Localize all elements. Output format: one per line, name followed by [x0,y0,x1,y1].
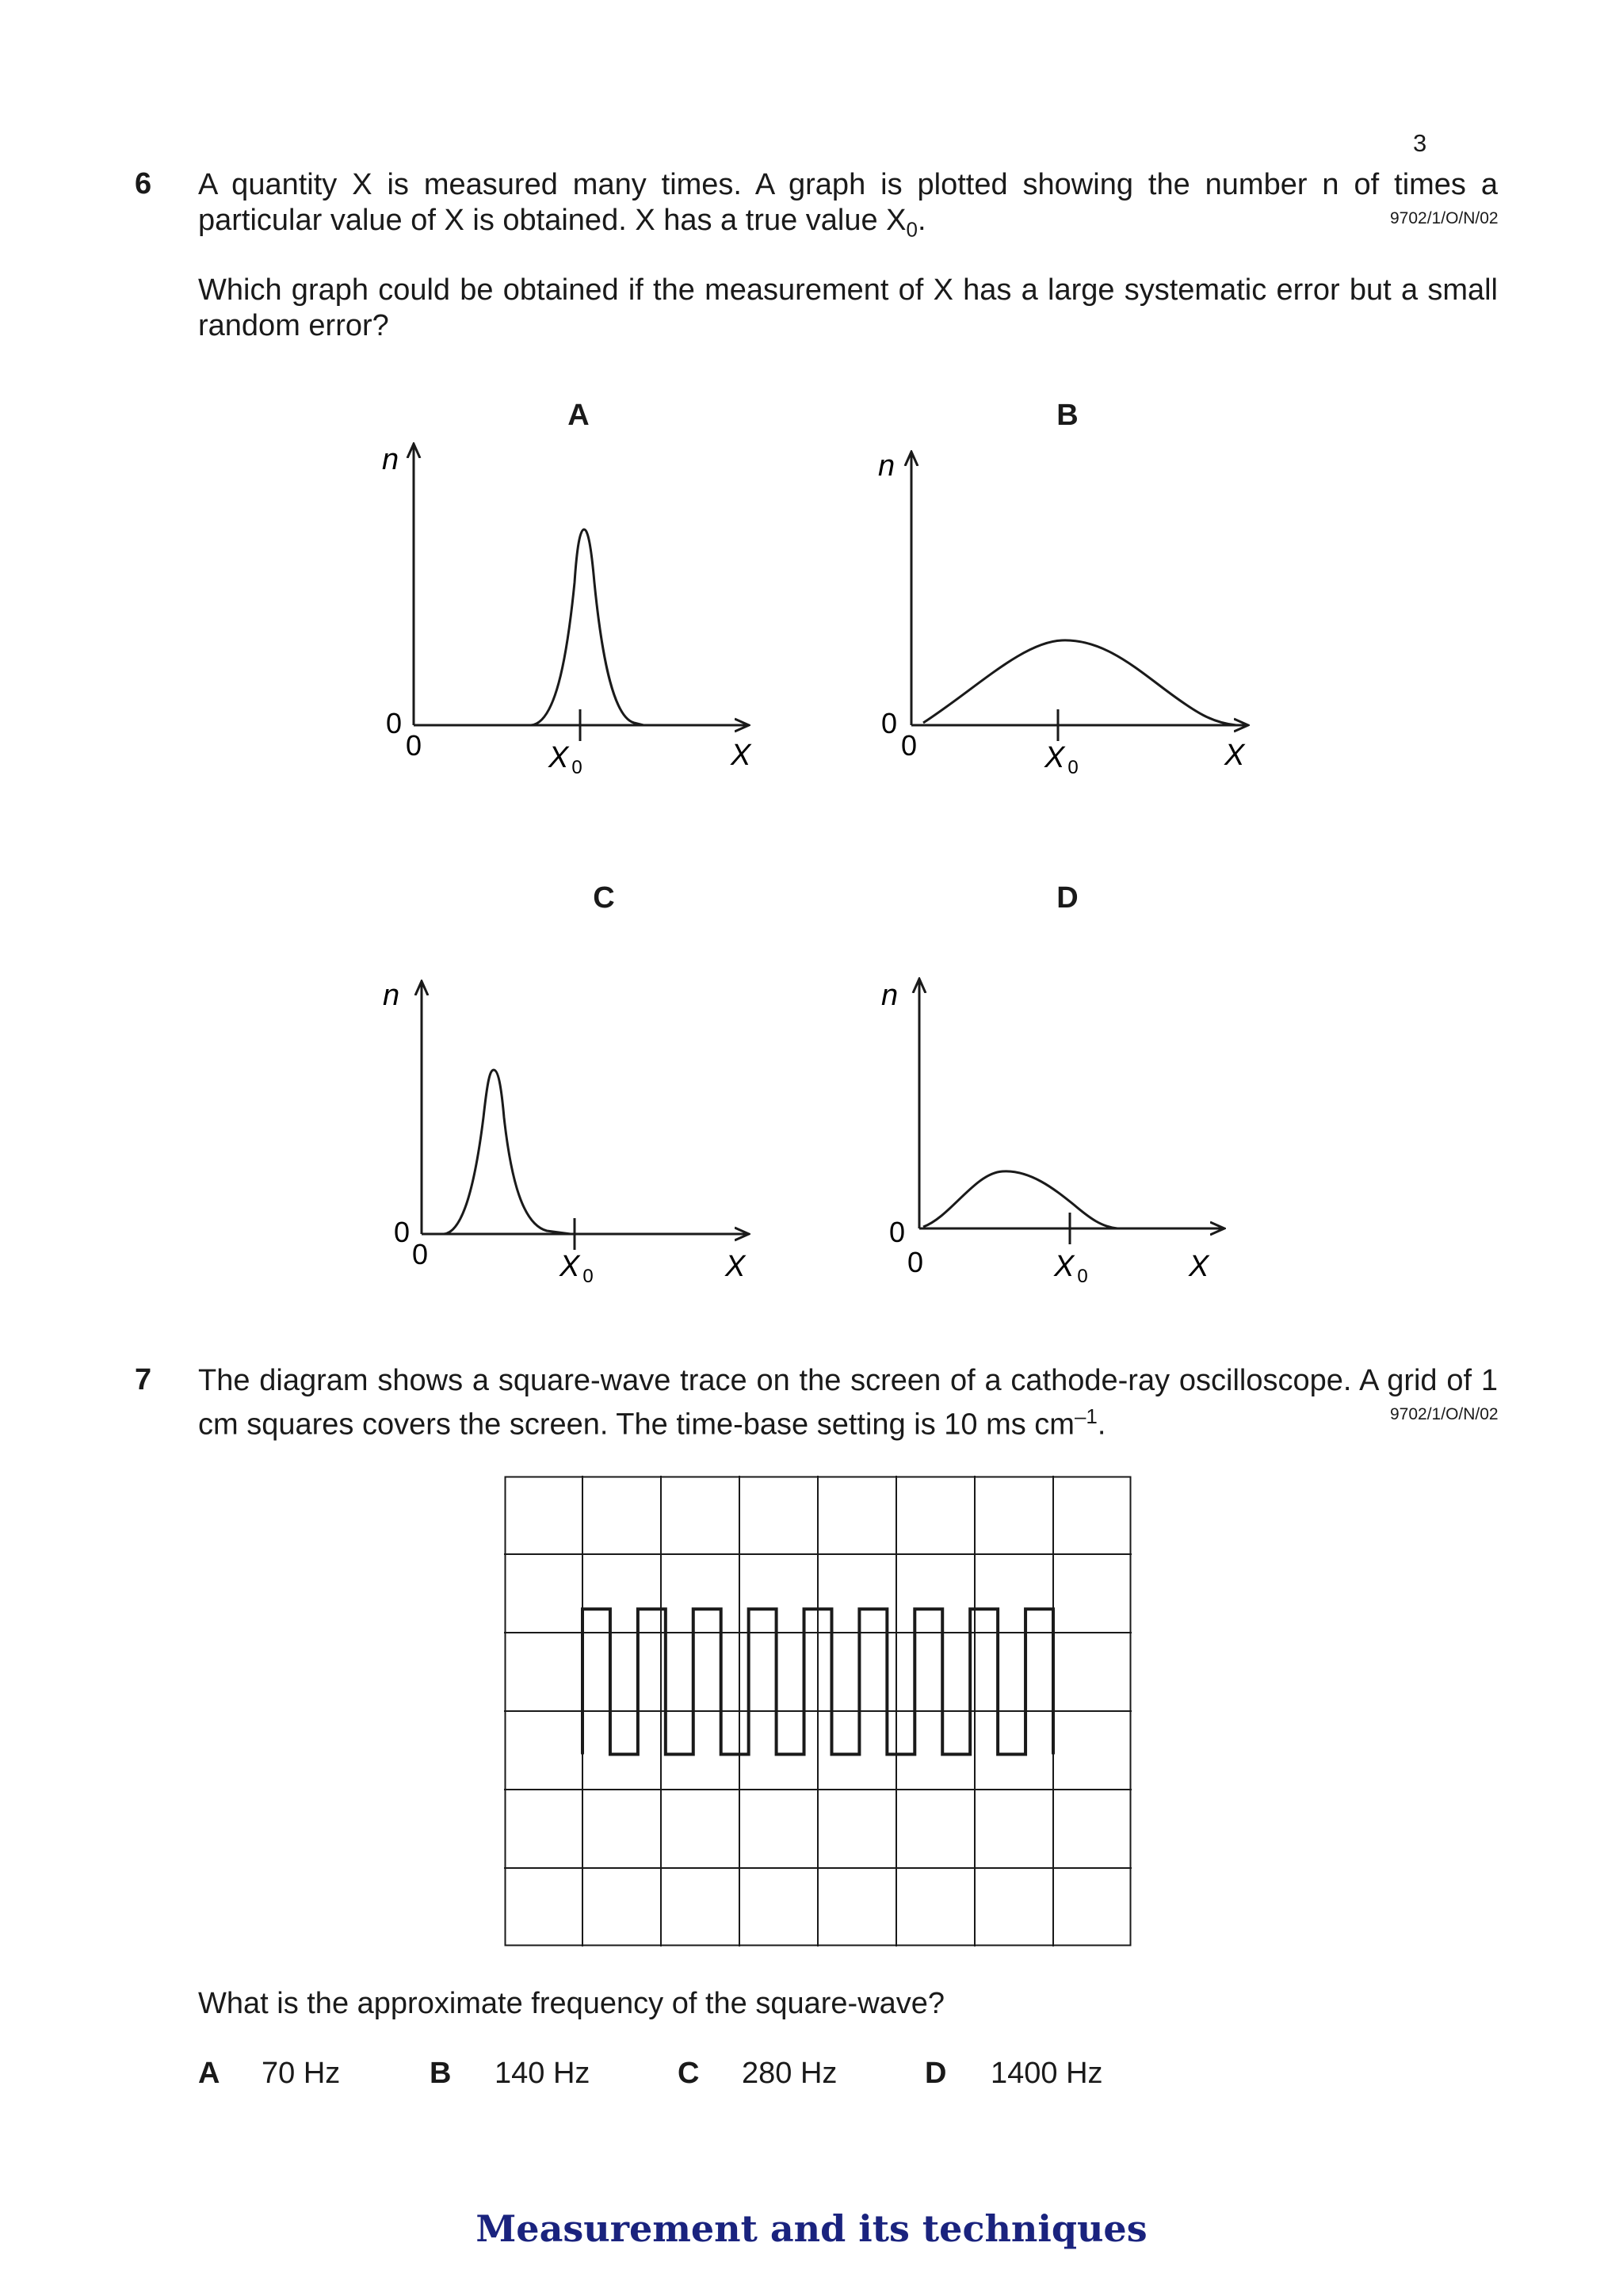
question-7-stem-sup: –1 [1074,1404,1098,1428]
graph-d-curve [923,1171,1117,1228]
graph-d-x0-sub: 0 [1077,1266,1088,1287]
graph-c-curve [444,1070,571,1234]
graph-c-x0-sub: 0 [582,1266,594,1287]
option-c-letter: C [678,2057,700,2090]
question-7-number: 7 [135,1363,152,1396]
graph-a-x0-sub: 0 [571,757,582,778]
question-6-stem: A quantity X is measured many times. A graph is plotted showing the number n of times a particular value of X is obtained. X has a true value X [198,168,1498,237]
graph-d [881,979,1224,1287]
question-7-stem-end: . [1097,1408,1106,1442]
graph-a-curve [531,529,643,725]
graph-label-c: C [593,881,615,915]
graph-b-origin-x: 0 [901,729,918,762]
option-a-letter: A [198,2057,220,2090]
option-a-text: 70 Hz [262,2057,341,2090]
graph-a-x-label: X [731,739,751,772]
graph-b-curve [923,640,1236,725]
graph-a-x0-label [548,741,582,778]
graph-b-n-label: n [878,449,896,483]
question-6-prompt: Which graph could be obtained if the measurement of X has a large systematic error but a small random error? [198,273,1498,342]
oscilloscope-screen [504,1476,1132,1946]
graph-c-origin-y: 0 [394,1216,411,1248]
graph-b-x0-sub: 0 [1067,757,1079,778]
question-7-ref: 9702/1/O/N/02 [1390,1405,1499,1423]
graph-a-x0-symbol: X [548,741,569,774]
question-7-text [198,1363,1498,1443]
graph-d-origin-y: 0 [889,1216,906,1248]
oscilloscope-grid [504,1476,1132,1946]
question-7-prompt: What is the approximate frequency of the square-wave? [198,1987,945,2020]
option-b-letter: B [430,2057,452,2090]
page-number: 3 [1413,129,1427,157]
graph-label-b: B [1056,399,1079,432]
graph-c [383,979,749,1287]
graph-a-origin-y: 0 [386,707,403,739]
footer-title: Measurement and its techniques [475,2207,1148,2250]
graph-d-x0-label [1053,1250,1088,1287]
graph-d-x0-symbol: X [1054,1250,1075,1283]
graph-label-d: D [1056,881,1079,915]
option-d-letter: D [925,2057,947,2090]
graph-b-x0-label [1044,741,1079,778]
question-7-stem: The diagram shows a square-wave trace on the screen of a cathode-ray oscilloscope. A grid of 1 cm squares covers the screen. The time-base setting is 10 ms cm [198,1364,1498,1442]
question-6-stem-sub: 0 [906,217,918,242]
graph-b-x0-symbol: X [1044,741,1065,774]
graph-c-x-label: X [725,1250,746,1283]
question-6-ref: 9702/1/O/N/02 [1390,209,1499,227]
graph-c-origin-x: 0 [412,1238,429,1270]
graph-a [382,443,752,778]
graph-c-x0-label [559,1250,594,1287]
graph-b-x-label: X [1224,739,1245,772]
graph-b-origin-y: 0 [881,707,898,739]
option-c-text: 280 Hz [742,2057,838,2090]
question-6-number: 6 [135,167,152,201]
graph-a-n-label: n [382,443,399,476]
graph-a-origin-x: 0 [406,729,422,762]
graph-c-n-label: n [383,979,400,1012]
question-6-stem-end: . [918,204,926,237]
option-d-text: 1400 Hz [991,2057,1103,2090]
option-b-text: 140 Hz [495,2057,590,2090]
graph-b [878,449,1248,778]
graph-d-n-label: n [881,979,899,1012]
graph-d-origin-x: 0 [907,1246,924,1278]
graph-c-x0-symbol: X [559,1250,580,1283]
graph-label-a: A [567,399,590,432]
graph-d-x-label: X [1189,1250,1209,1283]
